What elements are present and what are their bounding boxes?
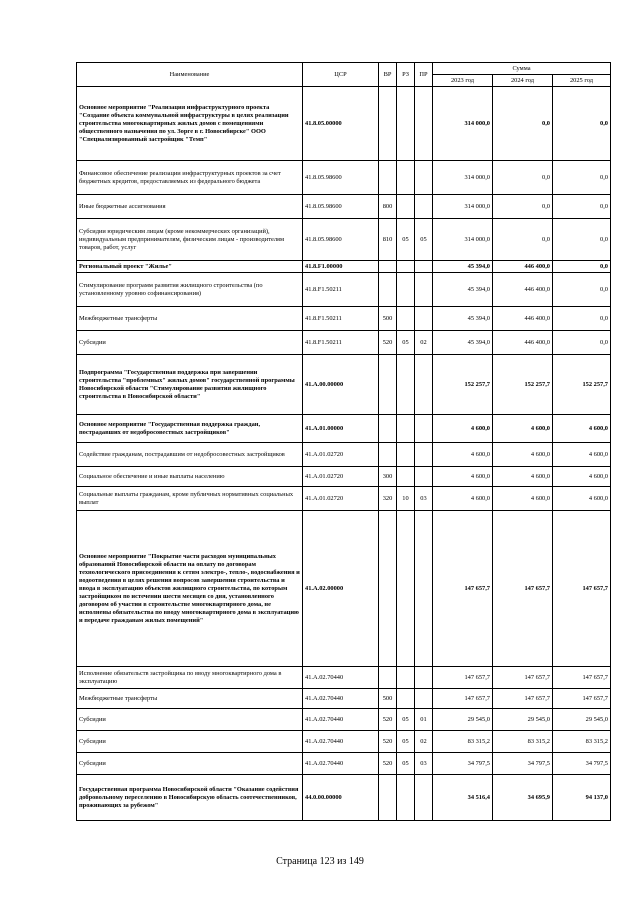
table-row: [77, 331, 611, 355]
row-pr: 03: [415, 487, 433, 511]
row-vr: 520: [379, 731, 397, 753]
row-sum-2024: 29 545,0: [493, 709, 553, 731]
row-pr: [415, 511, 433, 667]
row-sum-2025: 152 257,7: [553, 355, 611, 415]
row-sum-2024: 4 600,0: [493, 467, 553, 487]
row-sum-2023: 45 394,0: [433, 261, 493, 273]
row-csr: 41.А.01.00000: [303, 415, 379, 443]
row-sum-2025: 0,0: [553, 195, 611, 219]
row-csr: 41.8.F1.50211: [303, 307, 379, 331]
row-vr: [379, 261, 397, 273]
row-pr: [415, 667, 433, 689]
row-csr: 41.А.01.02720: [303, 487, 379, 511]
row-sum-2025: 4 600,0: [553, 487, 611, 511]
row-name: Социальные выплаты гражданам, кроме публичных нормативных социальных выплат: [77, 487, 303, 511]
row-name: Субсидии: [77, 709, 303, 731]
row-sum-2023: 45 394,0: [433, 331, 493, 355]
table-row: [77, 511, 611, 667]
table-row: [77, 709, 611, 731]
header-year-2025: 2025 год: [553, 75, 611, 87]
row-name: Межбюджетные трансферты: [77, 689, 303, 709]
table-row: [77, 307, 611, 331]
row-sum-2023: 34 516,4: [433, 775, 493, 821]
row-csr: 41.А.02.70440: [303, 667, 379, 689]
row-rz: [397, 87, 415, 161]
row-sum-2023: 147 657,7: [433, 511, 493, 667]
row-sum-2025: 0,0: [553, 87, 611, 161]
row-rz: [397, 443, 415, 467]
row-sum-2025: 0,0: [553, 219, 611, 261]
row-sum-2025: 0,0: [553, 331, 611, 355]
row-rz: 05: [397, 331, 415, 355]
row-vr: 810: [379, 219, 397, 261]
row-rz: [397, 415, 415, 443]
row-sum-2025: 147 657,7: [553, 511, 611, 667]
row-name: Исполнение обязательств застройщика по вводу многоквартирного дома в эксплуатацию: [77, 667, 303, 689]
row-pr: [415, 161, 433, 195]
row-sum-2023: 4 600,0: [433, 467, 493, 487]
table-row: [77, 775, 611, 821]
row-rz: 05: [397, 219, 415, 261]
row-sum-2024: 147 657,7: [493, 667, 553, 689]
row-rz: 05: [397, 731, 415, 753]
row-vr: 300: [379, 467, 397, 487]
row-vr: [379, 443, 397, 467]
row-csr: 41.8.F1.00000: [303, 261, 379, 273]
row-sum-2025: 0,0: [553, 261, 611, 273]
row-sum-2023: 147 657,7: [433, 689, 493, 709]
row-pr: [415, 415, 433, 443]
table-row: [77, 753, 611, 775]
row-name: Финансовое обеспечение реализации инфраструктурных проектов за счет бюджетных кредитов, предоставляемых из федерального бюджета: [77, 161, 303, 195]
table-row: [77, 667, 611, 689]
row-rz: [397, 355, 415, 415]
row-sum-2025: 0,0: [553, 161, 611, 195]
row-csr: 41.8.F1.50211: [303, 273, 379, 307]
row-sum-2024: 4 600,0: [493, 443, 553, 467]
table-row: [77, 689, 611, 709]
row-vr: [379, 273, 397, 307]
header-sum: Сумма: [433, 63, 611, 75]
row-rz: 05: [397, 753, 415, 775]
row-sum-2024: 0,0: [493, 195, 553, 219]
row-sum-2024: 0,0: [493, 161, 553, 195]
row-name: Основное мероприятие "Реализация инфраструктурного проекта "Создание объекта коммунальной инфраструктуры в целях реализации строительства многоквартирных жилых домов с помещениями общественного назначения по ул. Зорге в г. Новосибирске" ООО "Специализированный застройщик "Темп": [77, 87, 303, 161]
table-row: [77, 161, 611, 195]
row-sum-2024: 34 797,5: [493, 753, 553, 775]
table-row: [77, 731, 611, 753]
row-name: Основное мероприятие "Покрытие части расходов муниципальных образований Новосибирской области на оплату по договорам технологического присоединения к сетям электро-, тепло-, водоснабжения и водоотведения в целях решения вопросов завершения строительства и ввода в эксплуатацию объектов жилищного строительства, по которым застройщиком по истечении шести месяцев со дня, установленного договором об участии в строительстве многоквартирного дома, не исполнены обязательства по вводу многоквартирного дома в эксплуатацию и передаче гражданам жилых помещений": [77, 511, 303, 667]
row-sum-2025: 0,0: [553, 273, 611, 307]
row-csr: 41.8.05.98600: [303, 161, 379, 195]
row-vr: [379, 415, 397, 443]
row-sum-2024: 147 657,7: [493, 511, 553, 667]
row-name: Социальное обеспечение и иные выплаты населению: [77, 467, 303, 487]
row-pr: 02: [415, 731, 433, 753]
header-pr: ПР: [415, 63, 433, 87]
row-name: Государственная программа Новосибирской области "Оказание содействия добровольному переселению в Новосибирскую область соотечественников, проживающих за рубежом": [77, 775, 303, 821]
row-pr: [415, 775, 433, 821]
row-csr: 41.А.02.00000: [303, 511, 379, 667]
row-sum-2025: 4 600,0: [553, 443, 611, 467]
row-sum-2025: 4 600,0: [553, 467, 611, 487]
row-sum-2024: 446 400,0: [493, 331, 553, 355]
row-sum-2024: 0,0: [493, 87, 553, 161]
row-name: Субсидии: [77, 331, 303, 355]
table-row: [77, 443, 611, 467]
row-rz: [397, 667, 415, 689]
row-sum-2025: 147 657,7: [553, 667, 611, 689]
header-rz: РЗ: [397, 63, 415, 87]
table-row: [77, 467, 611, 487]
row-rz: [397, 261, 415, 273]
row-sum-2023: 29 545,0: [433, 709, 493, 731]
row-rz: [397, 195, 415, 219]
header-csr: ЦСР: [303, 63, 379, 87]
table-row: [77, 487, 611, 511]
row-name: Подпрограмма "Государственная поддержка при завершении строительства "проблемных" жилых домов" государственной программы Новосибирской области "Стимулирование развития жилищного строительства в Новосибирской области": [77, 355, 303, 415]
header-name: Наименование: [77, 63, 303, 87]
row-vr: 320: [379, 487, 397, 511]
row-pr: 03: [415, 753, 433, 775]
row-sum-2024: 83 315,2: [493, 731, 553, 753]
row-pr: [415, 273, 433, 307]
table-row: [77, 195, 611, 219]
row-pr: [415, 261, 433, 273]
header-vr: ВР: [379, 63, 397, 87]
row-sum-2023: 45 394,0: [433, 307, 493, 331]
row-csr: 41.8.05.98600: [303, 195, 379, 219]
row-rz: [397, 775, 415, 821]
table-row: [77, 355, 611, 415]
row-sum-2023: 314 000,0: [433, 87, 493, 161]
row-rz: [397, 511, 415, 667]
row-pr: 01: [415, 709, 433, 731]
row-csr: 41.А.02.70440: [303, 709, 379, 731]
row-csr: 44.0.00.00000: [303, 775, 379, 821]
row-pr: [415, 355, 433, 415]
row-sum-2025: 83 315,2: [553, 731, 611, 753]
row-sum-2023: 45 394,0: [433, 273, 493, 307]
table-row: [77, 219, 611, 261]
row-vr: 500: [379, 307, 397, 331]
row-vr: 520: [379, 331, 397, 355]
row-sum-2023: 4 600,0: [433, 487, 493, 511]
row-vr: [379, 775, 397, 821]
row-name: Стимулирование программ развития жилищного строительства (по установленному уровню софинансирования): [77, 273, 303, 307]
row-sum-2023: 152 257,7: [433, 355, 493, 415]
row-sum-2025: 94 137,0: [553, 775, 611, 821]
header-year-2024: 2024 год: [493, 75, 553, 87]
row-name: Субсидии: [77, 753, 303, 775]
row-csr: 41.А.00.00000: [303, 355, 379, 415]
row-pr: [415, 87, 433, 161]
row-rz: [397, 467, 415, 487]
row-rz: [397, 161, 415, 195]
row-name: Содействие гражданам, пострадавшим от недобросовестных застройщиков: [77, 443, 303, 467]
budget-table: [76, 62, 611, 821]
row-sum-2023: 147 657,7: [433, 667, 493, 689]
row-name: Субсидии юридическим лицам (кроме некоммерческих организаций), индивидуальным предпринимателям, физическим лицам - производителям товаров, работ, услуг: [77, 219, 303, 261]
page-footer: Страница 123 из 149: [276, 856, 364, 867]
row-csr: 41.8.05.00000: [303, 87, 379, 161]
row-vr: 520: [379, 753, 397, 775]
row-name: Основное мероприятие "Государственная поддержка граждан, пострадавших от недобросовестных застройщиков": [77, 415, 303, 443]
row-sum-2024: 34 695,9: [493, 775, 553, 821]
row-pr: 02: [415, 331, 433, 355]
row-csr: 41.А.02.70440: [303, 731, 379, 753]
row-vr: [379, 87, 397, 161]
row-sum-2024: 152 257,7: [493, 355, 553, 415]
row-csr: 41.А.02.70440: [303, 753, 379, 775]
row-name: Региональный проект "Жилье": [77, 261, 303, 273]
row-sum-2024: 446 400,0: [493, 261, 553, 273]
row-pr: [415, 443, 433, 467]
table-row: [77, 273, 611, 307]
table-body: [77, 87, 611, 821]
row-vr: 800: [379, 195, 397, 219]
row-sum-2023: 314 000,0: [433, 219, 493, 261]
row-rz: [397, 307, 415, 331]
row-sum-2025: 0,0: [553, 307, 611, 331]
row-pr: 05: [415, 219, 433, 261]
row-vr: [379, 161, 397, 195]
row-sum-2025: 4 600,0: [553, 415, 611, 443]
row-sum-2023: 314 000,0: [433, 195, 493, 219]
row-sum-2024: 446 400,0: [493, 273, 553, 307]
row-rz: 05: [397, 709, 415, 731]
row-rz: [397, 689, 415, 709]
row-rz: [397, 273, 415, 307]
row-sum-2025: 147 657,7: [553, 689, 611, 709]
row-sum-2023: 4 600,0: [433, 443, 493, 467]
row-csr: 41.А.01.02720: [303, 443, 379, 467]
row-rz: 10: [397, 487, 415, 511]
row-name: Субсидии: [77, 731, 303, 753]
row-sum-2023: 314 000,0: [433, 161, 493, 195]
header-year-2023: 2023 год: [433, 75, 493, 87]
row-csr: 41.А.02.70440: [303, 689, 379, 709]
table-row: [77, 87, 611, 161]
row-sum-2025: 29 545,0: [553, 709, 611, 731]
row-sum-2025: 34 797,5: [553, 753, 611, 775]
row-vr: [379, 355, 397, 415]
row-pr: [415, 467, 433, 487]
row-sum-2024: 4 600,0: [493, 487, 553, 511]
row-sum-2024: 0,0: [493, 219, 553, 261]
row-sum-2023: 34 797,5: [433, 753, 493, 775]
row-csr: 41.8.F1.50211: [303, 331, 379, 355]
row-vr: [379, 511, 397, 667]
row-name: Иные бюджетные ассигнования: [77, 195, 303, 219]
row-pr: [415, 689, 433, 709]
row-sum-2023: 83 315,2: [433, 731, 493, 753]
row-vr: 520: [379, 709, 397, 731]
row-csr: 41.8.05.98600: [303, 219, 379, 261]
row-sum-2023: 4 600,0: [433, 415, 493, 443]
row-vr: 500: [379, 689, 397, 709]
table-row: [77, 261, 611, 273]
table-row: [77, 415, 611, 443]
row-sum-2024: 4 600,0: [493, 415, 553, 443]
row-pr: [415, 307, 433, 331]
row-sum-2024: 147 657,7: [493, 689, 553, 709]
row-pr: [415, 195, 433, 219]
row-sum-2024: 446 400,0: [493, 307, 553, 331]
row-csr: 41.А.01.02720: [303, 467, 379, 487]
row-name: Межбюджетные трансферты: [77, 307, 303, 331]
row-vr: [379, 667, 397, 689]
